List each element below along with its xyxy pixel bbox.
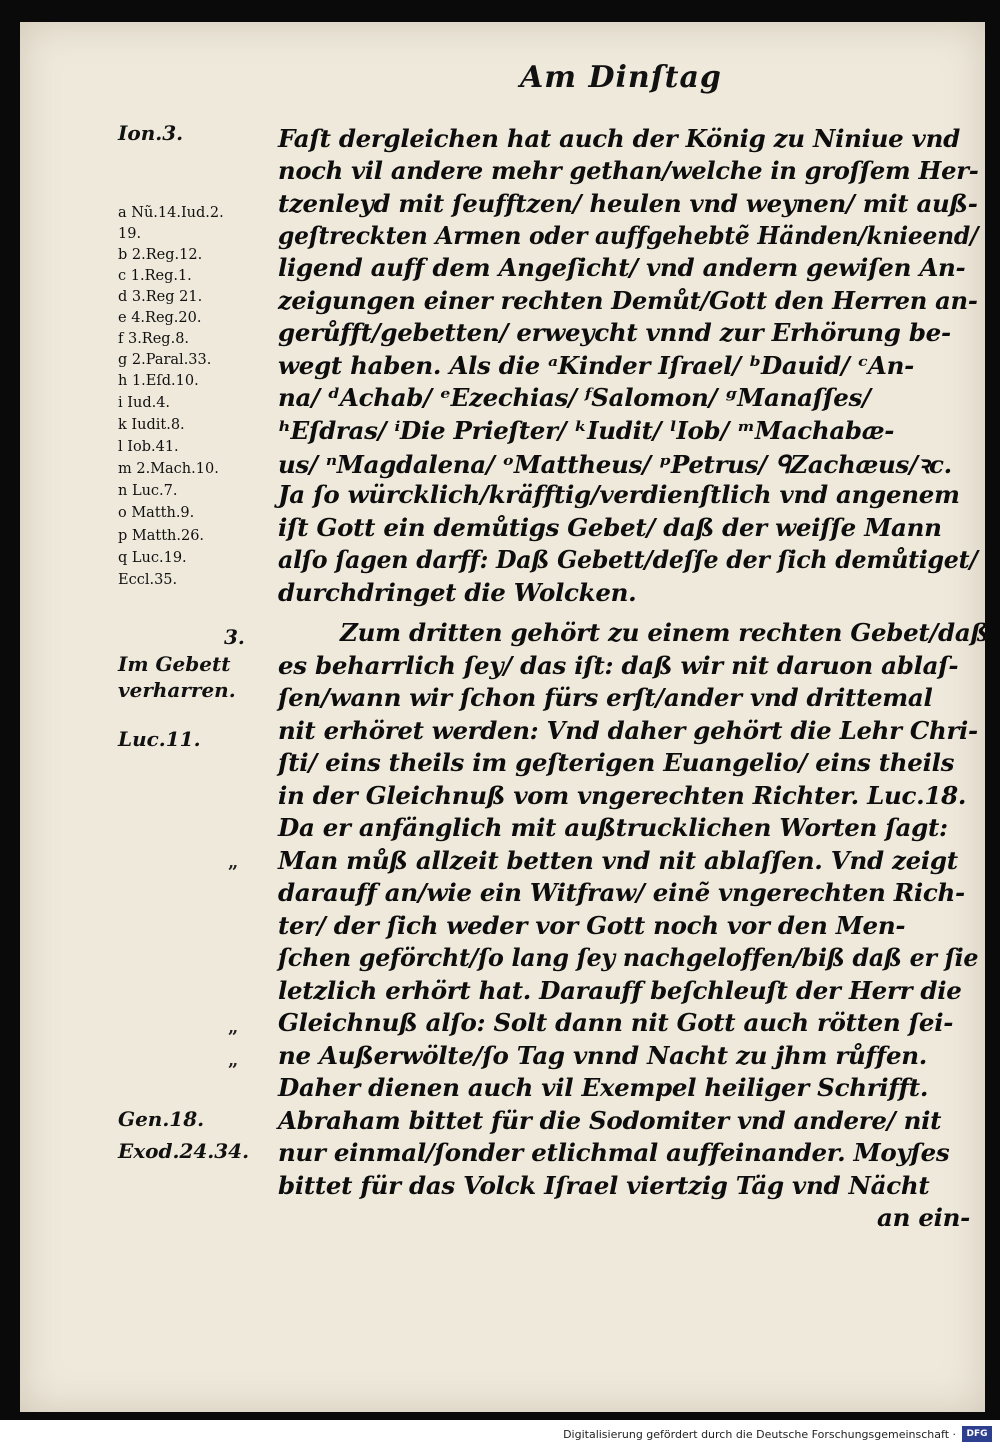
quote-mark: „ — [228, 1017, 239, 1038]
text-line: Ja ſo würcklich/kräfftig/verdienſtlich vnd angenem — [278, 480, 960, 509]
text-line: Abraham bittet für die Sodomiter vnd andere/ nit — [278, 1106, 942, 1135]
margin-note: l Iob.41. — [118, 439, 179, 455]
text-line: alſo ſagen darff: Daß Gebett/deſſe der ſich demůtiget/ — [278, 545, 978, 574]
text-line: iſt Gott ein demůtigs Gebet/ daß der weiſſe Mann — [278, 513, 942, 542]
margin-note: i Iud.4. — [118, 395, 171, 411]
margin-note: d 3.Reg 21. — [118, 289, 203, 305]
text-line: ligend auff dem Angeſicht/ vnd andern gewiſen An- — [278, 253, 966, 282]
margin-note: h 1.Eſd.10. — [118, 373, 199, 389]
text-line: nur einmal/ſonder etlichmal auffeinander. Moyſes — [278, 1138, 950, 1167]
margin-note: 3. — [224, 625, 245, 649]
text-line: Faſt dergleichen hat auch der König zu Niniue vnd — [278, 124, 960, 153]
margin-note: e 4.Reg.20. — [118, 310, 202, 326]
text-line: tzenleyd mit ſeufftzen/ heulen vnd weynen/ mit auß- — [278, 189, 978, 218]
text-line: in der Gleichnuß vom vngerechten Richter. Luc.18. — [278, 781, 967, 810]
text-line: darauff an/wie ein Witfraw/ einẽ vngerechten Rich- — [278, 878, 965, 907]
margin-note: c 1.Reg.1. — [118, 268, 192, 284]
margin-note: 19. — [118, 226, 142, 242]
text-line: ne Außerwölte/ſo Tag vnnd Nacht zu jhm růffen. — [278, 1041, 927, 1070]
text-line: Zum dritten gehört zu einem rechten Gebet/daß — [340, 618, 989, 647]
text-line: Man můß allzeit betten vnd nit ablaſſen. Vnd zeigt — [278, 846, 958, 875]
text-line: Da er anfänglich mit außtrucklichen Worten ſagt: — [278, 813, 948, 842]
margin-note: verharren. — [118, 678, 236, 702]
margin-note: p Matth.26. — [118, 528, 205, 544]
margin-note: k Iudit.8. — [118, 417, 185, 433]
margin-note: Im Gebett — [118, 652, 231, 676]
text-line: bittet für das Volck Iſrael viertzig Täg vnd Nächt — [278, 1171, 930, 1200]
text-line: ſen/wann wir ſchon fürs erſt/ander vnd drittemal — [278, 683, 933, 712]
quote-mark: „ — [228, 852, 239, 873]
book-page — [20, 22, 989, 1412]
margin-note: q Luc.19. — [118, 550, 187, 566]
text-line: wegt haben. Als die ᵃKinder Iſrael/ ᵇDauid/ ᶜAn- — [278, 351, 914, 380]
running-header: Am Dinſtag — [520, 60, 722, 95]
margin-note: o Matth.9. — [118, 505, 195, 521]
text-line: zeigungen einer rechten Demůt/Gott den Herren an- — [278, 286, 978, 315]
text-line: geſtreckten Armen oder auffgehebtẽ Händen/knieend/ — [278, 221, 979, 250]
text-line: ſchen geförcht/ſo lang ſey nachgeloffen/biß daß er ſie — [278, 943, 979, 972]
margin-note: a Nũ.14.Iud.2. — [118, 205, 224, 221]
text-line: gerůfft/gebetten/ erweycht vnnd zur Erhörung be- — [278, 318, 951, 347]
text-line: ter/ der ſich weder vor Gott noch vor den Men- — [278, 911, 906, 940]
margin-note: Gen.18. — [118, 1107, 205, 1131]
margin-note: m 2.Mach.10. — [118, 461, 219, 477]
margin-note: Eccl.35. — [118, 572, 178, 588]
margin-note: b 2.Reg.12. — [118, 247, 203, 263]
text-line: noch vil andere mehr gethan/welche in groſſem Her- — [278, 156, 979, 185]
text-line: na/ ᵈAchab/ ᵉEzechias/ ᶠSalomon/ ᵍManaſſes/ — [278, 383, 871, 412]
margin-note: f 3.Reg.8. — [118, 331, 190, 347]
text-line: durchdringet die Wolcken. — [278, 578, 637, 607]
text-line: letzlich erhört hat. Darauff beſchleuſt der Herr die — [278, 976, 962, 1005]
margin-note: n Luc.7. — [118, 483, 178, 499]
catchword: an ein- — [877, 1203, 970, 1232]
dfg-logo: DFG — [962, 1426, 992, 1442]
margin-note: Luc.11. — [118, 727, 201, 751]
text-line: Daher dienen auch vil Exempel heiliger Schrifft. — [278, 1073, 929, 1102]
margin-note: g 2.Paral.33. — [118, 352, 212, 368]
funding-credit: Digitalisierung gefördert durch die Deutsche Forschungsgemeinschaft · — [563, 1428, 956, 1441]
text-line: es beharrlich ſey/ das iſt: daß wir nit daruon ablaſ- — [278, 651, 959, 680]
text-line: Gleichnuß alſo: Solt dann nit Gott auch rötten ſei- — [278, 1008, 954, 1037]
text-line: us/ ⁿMagdalena/ ᵒMattheus/ ᵖPetrus/ ᑫZachæus/ꝛc. — [278, 450, 952, 479]
quote-mark: „ — [228, 1050, 239, 1071]
margin-note: Ion.3. — [118, 121, 184, 145]
text-line: ʰEſdras/ ⁱDie Prieſter/ ᵏIudit/ ˡIob/ ᵐMachabæ- — [278, 416, 895, 445]
text-line: ſti/ eins theils im geſterigen Euangelio/ eins theils — [278, 748, 955, 777]
margin-note: Exod.24.34. — [118, 1139, 250, 1163]
digitization-footer — [0, 1420, 1000, 1448]
text-line: nit erhöret werden: Vnd daher gehört die Lehr Chri- — [278, 716, 978, 745]
